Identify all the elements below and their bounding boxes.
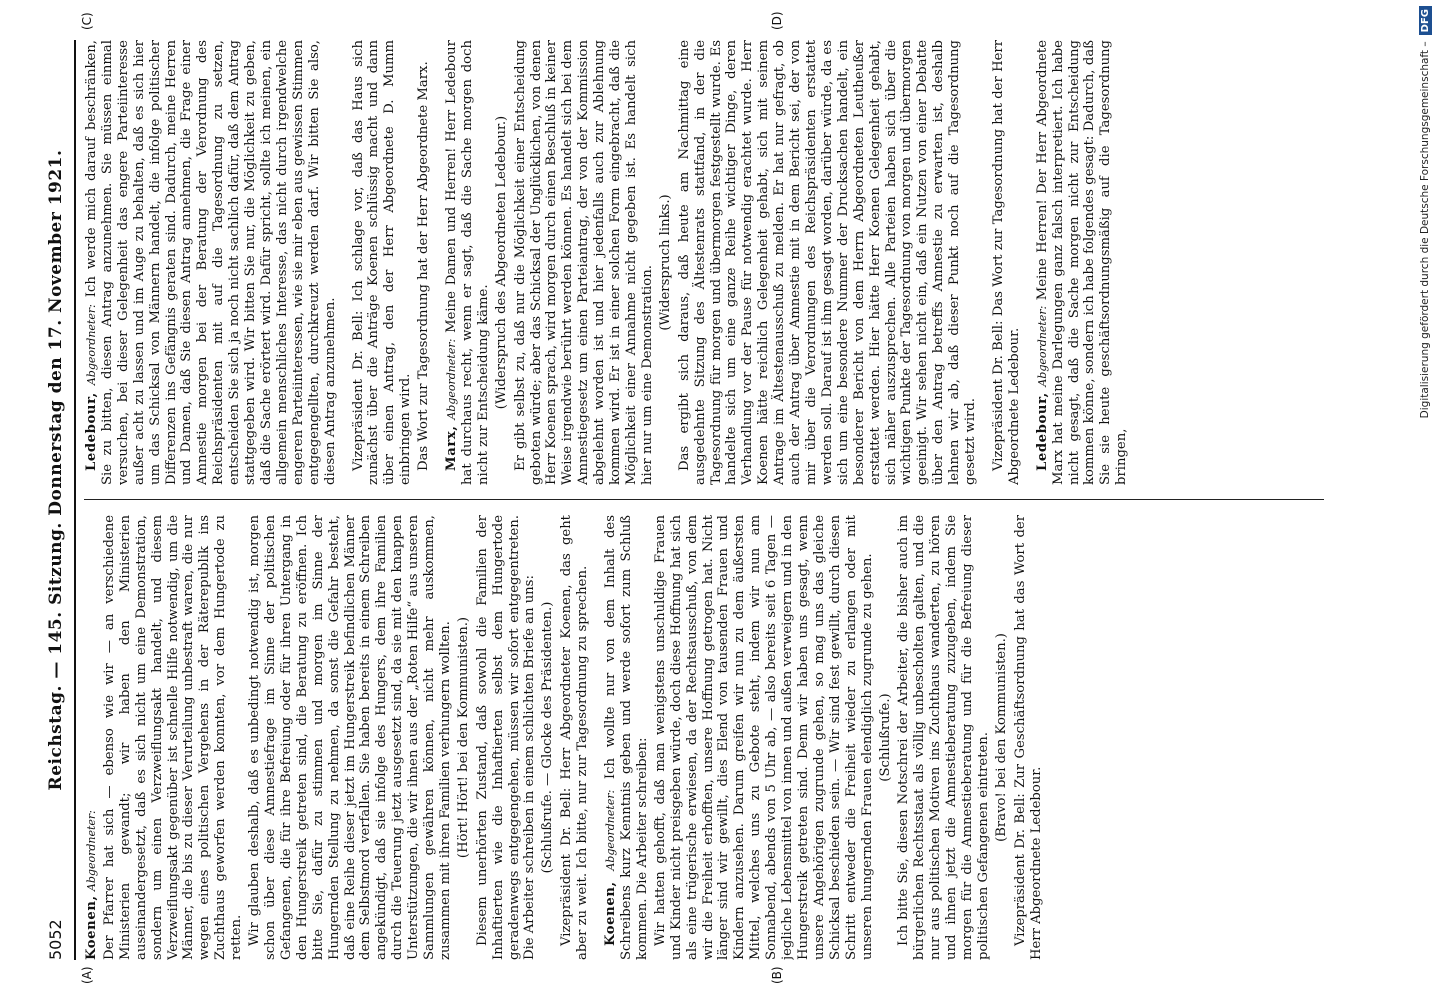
paragraph: Das Wort zur Tagesordnung hat der Herr Abgeordnete Marx. <box>416 61 432 471</box>
spacer <box>1025 40 1035 485</box>
digitization-credit <box>1416 6 1434 996</box>
spacer <box>341 40 351 485</box>
speaker-name: Ledebour, <box>84 392 99 471</box>
paragraph: Vizepräsident Dr. Bell: Das Wort zur Tagesordnung hat der Herr Abgeordnete Ledebour. <box>990 40 1022 485</box>
paragraph: Ich bitte Sie, diesen Notschrei der Arbeiter, die bisher auch im bürgerlichen Rechtsstaat als völlig unbescholten galten, und die nur aus politischen Motiven ins Zuchthaus wanderten, zu hören und ihnen jetzt die Amnestieberatung zuzugeben, indem Sie morgen für die Amnestieberatung und für die Befreiung dieser politischen Gefangenen eintreten. <box>896 515 991 960</box>
paragraph: Ich wollte nur von dem Inhalt des Schreibens kurz Kenntnis geben und werde sofort zum Schluß kommen. Die Arbeiter schreiben: <box>603 515 650 960</box>
margin-marker-a: (A) <box>80 966 94 984</box>
spacer <box>434 40 444 485</box>
interjection: (Widerspruch links.) <box>657 194 673 331</box>
page-number: 5052 <box>46 919 65 960</box>
speaker-role: Abgeordneter: <box>85 810 98 892</box>
interjection: (Schlußrufe. — Glocke des Präsidenten.) <box>540 601 556 874</box>
spacer <box>981 40 991 485</box>
margin-marker-c: (C) <box>80 12 94 30</box>
right-column <box>84 40 1344 485</box>
paragraph: Vizepräsident Dr. Bell: Ich schlage vor, daß das Haus sich zunächst über die Anträge Koenen schlüssig macht und dann über einen Antrag, den der Herr Abgeordnete D. Mumm einbringen wird. <box>350 40 414 485</box>
paragraph: Wir glauben deshalb, daß es unbedingt notwendig ist, morgen schon über diese Amnestiefrage im Sinne der politischen Gefangenen, die für ihre Befreiung oder für ihren Untergang in den Hungerstreik getreten sind, die Beratung zu eröffnen. Ich bitte Sie, dafür zu stimmen und morgen im Sinne der Hungernden Stellung zu nehmen, da sonst die Gefahr besteht, daß eine Reihe dieser jetzt im Hungerstreik befindlichen Männer dem Selbstmord verfallen. Sie haben bereits in einem Schreiben angekündigt, daß sie infolge des Hungers, dem ihre Familien durch die Teuerung jetzt ausgesetzt sind, da sie mit den knappen Unterstützungen, die wir ihnen aus der „Roten Hilfe“ aus unseren Sammlungen gewähren können, nicht mehr auskommen, zusammen mit ihren Familien verhungern wollten. <box>247 515 453 960</box>
speaker-name: Koenen, <box>603 881 619 946</box>
column-divider <box>84 499 1324 500</box>
spacer <box>593 515 603 960</box>
header-rule <box>74 40 76 960</box>
speaker-heading <box>1035 40 1130 485</box>
left-column <box>84 515 1344 960</box>
paragraph: Vizepräsident Dr. Bell: Herr Abgeordneter Koenen, das geht aber zu weit. Ich bitte, nur zur Tagesordnung zu sprechen. <box>559 515 591 960</box>
paragraph: Der Pfarrer hat sich — ebenso wie wir — an verschiedene Ministerien gewandt; wir haben den Ministerien auseinandergesetzt, daß es sich nicht um eine Demonstration, sondern um einen Verzweiflungsakt handelt, und diesem Verzweiflungsakt gegenüber ist schnelle Hilfe notwendig, um die Männer, die bis zu dieser Verurteilung unbestraft waren, die nur wegen eines politischen Vergehens in der Räterepublik ins Zuchthaus geworfen werden konnten, vor dem Hungertode zu retten. <box>101 515 245 960</box>
paragraph: Er gibt selbst zu, daß nur die Möglichkeit einer Entscheidung geboten würde; aber das Schicksal der Unglücklichen, von denen Herr Koenen sprach, wird morgen durch einen Beschluß in keiner Weise irgendwie berührt werden können. Es handelt sich bei dem Amnestiegesetz um einen Parteiantrag, der von der Kommission abgelehnt worden ist und hier jedenfalls auch zur Ablehnung kommen wird. Er ist in einer solchen Form eingebracht, daß die Möglichkeit einer Annahme nicht gegeben ist. Es handelt sich hier nur um eine Demonstration. <box>512 40 655 485</box>
paragraph: Ich werde mich darauf beschränken, Sie zu bitten, diesen Antrag anzunehmen. Sie müssen einmal versuchen, bei dieser Gelegenheit das engere Parteiinteresse außer acht zu lassen und im Auge zu behalten, daß es sich hier um das Schicksal von Männern handelt, die infolge politischer Differenzen ins Gefängnis geraten sind. Dadurch, meine Herren und Damen, daß Sie diesen Antrag annehmen, die Frage einer Amnestie morgen bei der Beratung der Verordnung des Reichspräsidenten mit auf die Tagesordnung zu setzen, entscheiden Sie sich ja noch nicht sachlich dafür, daß dem Antrag stattgegeben wird. Wir bitten Sie nur, die Möglichkeit zu geben, daß die Sache erörtert wird. Dafür spricht, sollte ich meinen, ein allgemein menschliches Interesse, das nicht durch irgendwelche engeren Parteiinteressen, wie sie mir eben aus gewissen Stimmen entgegengellten, durchkreuzt werden darf. Wir bitten Sie also, diesen Antrag anzunehmen. <box>84 40 338 485</box>
credit-text: Digitalisierung gefördert durch die Deutsche Forschungsgemeinschaft – <box>1419 41 1431 419</box>
margin-marker-b: (B) <box>770 966 784 984</box>
speaker-name: Koenen, <box>84 895 99 960</box>
speaker-role: Abgeordneter: <box>1035 305 1049 387</box>
quoted-letter: Wir hatten gehofft, daß man wenigstens unschuldige Frauen und Kinder nicht preisgeben würde, doch diese Hoffnung hat sich als eine trügerische erwiesen, da der Rechtsausschuß, von dem wir die Freiheit erhofften, unsere Hoffnung getrogen hat. Nicht länger sind wir gewillt, dies Elend von tausenden Frauen und Kindern anzusehen. Darum greifen wir nun zu dem äußersten Mittel, welches uns zu Gebote steht, indem wir nun am Sonnabend, abends von 5 Uhr ab, — also bereits seit 6 Tagen — jegliche Lebensmittel von innen und außen verweigern und in den Hungerstreik getreten sind. Denn wir haben uns gesagt, wenn unsere Angehörigen zugrunde gehen, so mag uns das gleiche Schicksal beschieden sein. — Wir sind fest gewillt, durch diesen Schritt entweder die Freiheit wieder zu erlangen oder mit unseren hungernden Frauen elendiglich zugrunde zu gehen. <box>652 515 875 960</box>
paragraph: Diesem unerhörten Zustand, daß sowohl die Familien der Inhaftierten wie die Inhaftierten selbst dem Hungertode geradenwegs entgegengehen, müssen wir sofort entgegentreten. Die Arbeiter schreiben in einem schlichten Briefe an uns: <box>474 515 538 960</box>
speaker-role: Abgeordneter: <box>604 789 618 871</box>
paragraph: Meine Damen und Herren! Herr Ledebour hat durchaus recht, wenn er sagt, daß die Sache morgen doch nicht zur Entscheidung käme. <box>444 40 491 485</box>
page-title: Reichstag. — 145. Sitzung. Donnerstag den 17. November 1921. <box>46 149 66 791</box>
paragraph: Vizepräsident Dr. Bell: Zur Geschäftsordnung hat das Wort der Herr Abgeordnete Ledebour. <box>1012 515 1044 960</box>
margin-marker-d: (D) <box>770 11 784 30</box>
paragraph: Meine Herren! Der Herr Abgeordnete Marx hat meine Darlegungen ganz falsch interpretiert. Ich habe nicht gesagt, daß die Sache morgen nicht zur Entscheidung kommen könne, sondern ich habe folgendes gesagt: Dadurch, daß Sie sie heute geschäftsordnungsmäßig auf die Tagesordnung bringen, <box>1034 40 1130 485</box>
paragraph: Das ergibt sich daraus, daß heute am Nachmittag eine ausgedehnte Sitzung des Ältestenrats stattfand, in der die Tagesordnung für morgen und übermorgen festgestellt wurde. Es handelte sich um eine ganze Reihe wichtiger Dinge, deren Verhandlung vor der Pause für notwendig erachtet wurde. Herr Koenen hätte reichlich Gelegenheit gehabt, sich mit seinem Antrage im Ältestenausschuß zu melden. Er hat nur gefragt, ob auch der Antrag über Amnestie mit in dem Bericht sei, der von mir über die Verordnungen des Reichspräsidenten erstattet werden soll. Darauf ist ihm gesagt worden, darüber würde, da es sich um eine besondere Nummer der Drucksachen handelt, ein besonderer Bericht von dem Herrn Abgeordneten Leutheußer erstattet werden. Hier hätte Herr Koenen Gelegenheit gehabt, sich näher auszusprechen. Alle Parteien haben sich über die wichtigen Punkte der Tagesordnung von morgen und übermorgen geeinigt. Wir sehen nicht ein, daß ein Nutzen von einer Debatte über den Antrag betreffs Amnestie zu erwarten ist, deshalb lehnen wir ab, daß dieser Punkt noch auf die Tagesordnung gesetzt wird. <box>676 40 979 485</box>
speaker-name: Marx, <box>444 425 460 471</box>
speaker-heading <box>603 515 651 960</box>
interjection: (Schlußrufe.) <box>877 693 893 782</box>
speaker-role: Abgeordneter: <box>445 338 459 420</box>
speaker-heading <box>84 40 339 485</box>
running-head <box>40 40 74 960</box>
interjection: (Widerspruch des Abgeordneten Ledebour.) <box>493 115 509 410</box>
speaker-heading <box>444 40 492 485</box>
speaker-heading <box>84 515 100 960</box>
speaker-name: Ledebour, <box>1034 392 1050 471</box>
dfg-logo: DFG <box>1419 6 1432 35</box>
speaker-role: Abgeordneter: <box>85 304 98 386</box>
interjection: (Hört! Hört! bei den Kommunisten.) <box>455 616 471 859</box>
interjection: (Bravo! bei den Kommunisten.) <box>993 633 1009 842</box>
